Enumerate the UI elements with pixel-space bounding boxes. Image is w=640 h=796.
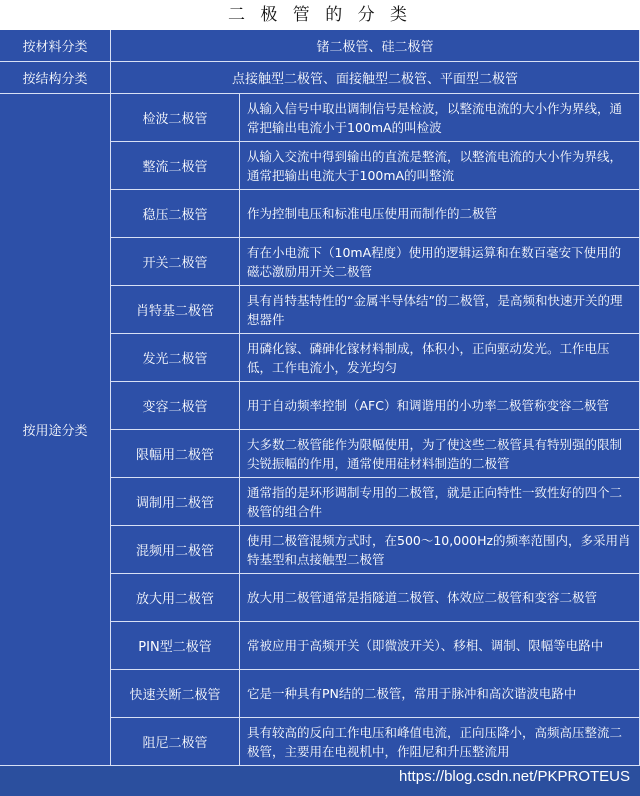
- footer-bar: [0, 766, 640, 796]
- description-text: 它是一种具有PN结的二极管，常用于脉冲和高次谐波电路中: [247, 686, 577, 701]
- diode-type-description: [240, 718, 640, 766]
- diode-type-name: 开关二极管: [111, 238, 240, 286]
- description-text: 用于自动频率控制（AFC）和调谐用的小功率二极管称变容二极管: [247, 398, 609, 413]
- diode-type-description: [240, 430, 640, 478]
- description-text: 作为控制电压和标准电压使用而制作的二极管: [247, 206, 498, 221]
- usage-label: 按用途分类: [0, 94, 111, 766]
- diode-type-description: [240, 382, 640, 430]
- description-text: 从输入信号中取出调制信号是检波，以整流电流的大小作为界线，通常把输出电流小于100mA的叫检波: [247, 100, 623, 135]
- diode-type-description: [240, 574, 640, 622]
- diode-type-description: [240, 190, 640, 238]
- diode-type-description: [240, 94, 640, 142]
- description-text: 具有较高的反向工作电压和峰值电流，正向压降小，高频高压整流二极管，主要用在电视机中，作阻尼和升压整流用: [247, 724, 623, 759]
- description-text: 通常指的是环形调制专用的二极管，就是正向特性一致性好的四个二极管的组合件: [247, 484, 623, 519]
- diode-type-name: 整流二极管: [111, 142, 240, 190]
- description-text: 大多数二极管能作为限幅使用，为了使这些二极管具有特别强的限制尖锐振幅的作用，通常使用硅材料制造的二极管: [247, 436, 623, 471]
- material-value: 锗二极管、硅二极管: [111, 30, 640, 62]
- diode-type-name: 检波二极管: [111, 94, 240, 142]
- diode-type-description: [240, 670, 640, 718]
- diode-type-description: [240, 238, 640, 286]
- diode-type-name: 肖特基二极管: [111, 286, 240, 334]
- diode-type-name: 发光二极管: [111, 334, 240, 382]
- page-title: 二 极 管 的 分 类: [0, 0, 640, 30]
- diode-type-name: 混频用二极管: [111, 526, 240, 574]
- description-text: 用磷化镓、磷砷化镓材料制成，体积小，正向驱动发光。工作电压低，工作电流小，发光均匀: [247, 340, 610, 375]
- material-label: 按材料分类: [0, 30, 111, 62]
- description-text: 放大用二极管通常是指隧道二极管、体效应二极管和变容二极管: [247, 590, 598, 605]
- diode-type-description: [240, 334, 640, 382]
- description-text: 具有肖特基特性的“金属半导体结”的二极管，是高频和快速开关的理想器件: [247, 292, 623, 327]
- description-text: 使用二极管混频方式时，在500～10,000Hz的频率范围内，多采用肖特基型和点接触型二极管: [247, 532, 631, 567]
- diode-type-name: 阻尼二极管: [111, 718, 240, 766]
- diode-type-description: [240, 622, 640, 670]
- description-text: 常被应用于高频开关（即微波开关）、移相、调制、限幅等电路中: [247, 638, 604, 653]
- diode-type-name: 稳压二极管: [111, 190, 240, 238]
- diode-type-name: 放大用二极管: [111, 574, 240, 622]
- diode-type-name: 快速关断二极管: [111, 670, 240, 718]
- diode-type-name: 调制用二极管: [111, 478, 240, 526]
- diode-type-name: 变容二极管: [111, 382, 240, 430]
- diode-type-description: [240, 286, 640, 334]
- description-text: 从输入交流中得到输出的直流是整流，以整流电流的大小作为界线，通常把输出电流大于100mA的叫整流: [247, 148, 623, 183]
- diode-type-description: [240, 478, 640, 526]
- diode-type-description: [240, 142, 640, 190]
- diode-type-description: [240, 526, 640, 574]
- structure-label: 按结构分类: [0, 62, 111, 94]
- diode-type-name: 限幅用二极管: [111, 430, 240, 478]
- watermark: https://blog.csdn.net/PKPROTEUS: [399, 768, 630, 785]
- classification-table: [0, 30, 640, 766]
- description-text: 有在小电流下（10mA程度）使用的逻辑运算和在数百毫安下使用的磁芯激励用开关二极管: [247, 244, 622, 279]
- diode-type-name: PIN型二极管: [111, 622, 240, 670]
- structure-value: 点接触型二极管、面接触型二极管、平面型二极管: [111, 62, 640, 94]
